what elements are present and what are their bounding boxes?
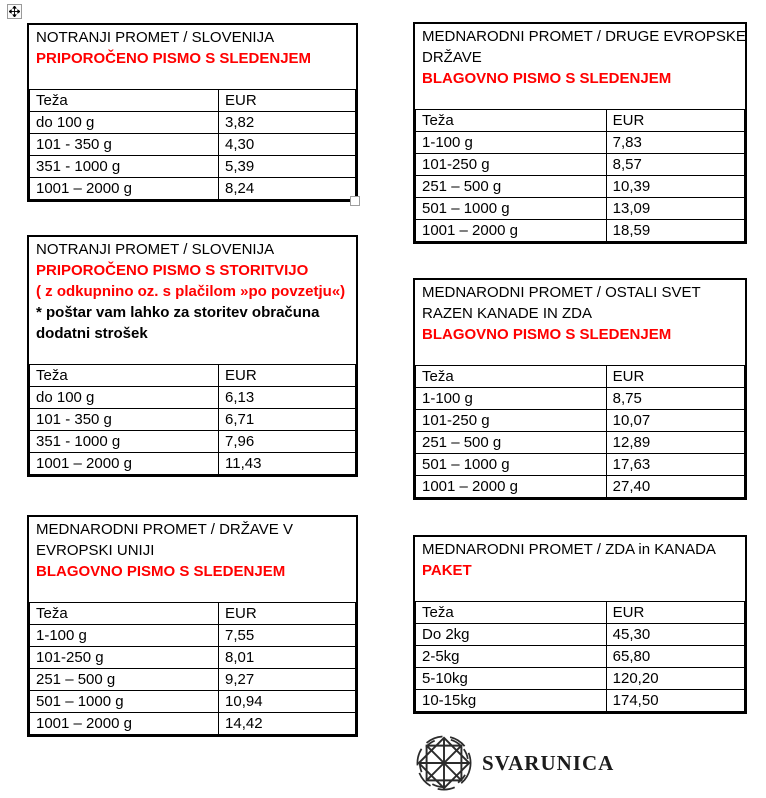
price-grid — [29, 364, 356, 475]
price-cell: 10,94 — [219, 691, 356, 713]
table-header-row — [30, 90, 356, 112]
price-cell: 120,20 — [606, 668, 744, 690]
weight-header-cell: Teža — [416, 110, 607, 132]
table-title — [29, 517, 356, 602]
price-cell: 27,40 — [606, 476, 744, 498]
weight-header-cell: Teža — [30, 365, 219, 387]
price-cell: 6,13 — [219, 387, 356, 409]
price-cell: 12,89 — [606, 432, 744, 454]
price-cell: 8,75 — [606, 388, 744, 410]
weight-cell: 10-15kg — [416, 690, 607, 712]
table-row — [30, 713, 356, 735]
price-cell: 9,27 — [219, 669, 356, 691]
table-row — [30, 453, 356, 475]
table-title — [29, 25, 356, 89]
table-subtitle-line: PRIPOROČENO PISMO S STORITVIJO — [36, 262, 309, 279]
price-table-ostali-svet — [413, 278, 747, 500]
table-row — [30, 669, 356, 691]
table-header-row — [416, 602, 745, 624]
weight-header-cell: Teža — [416, 366, 607, 388]
price-cell: 6,71 — [219, 409, 356, 431]
table-row — [416, 176, 745, 198]
weight-cell: 351 - 1000 g — [30, 431, 219, 453]
table-row — [416, 388, 745, 410]
price-grid — [415, 365, 745, 498]
weight-cell: 1-100 g — [30, 625, 219, 647]
table-row — [30, 178, 356, 200]
price-cell: 8,57 — [606, 154, 744, 176]
price-cell: 7,83 — [606, 132, 744, 154]
price-table-eu — [27, 515, 358, 737]
eur-header-cell: EUR — [606, 602, 744, 624]
table-title-line: NOTRANJI PROMET / SLOVENIJA — [36, 241, 275, 258]
table-row — [416, 154, 745, 176]
weight-cell: 1001 – 2000 g — [30, 713, 219, 735]
table-row — [30, 112, 356, 134]
table-title-line: MEDNARODNI PROMET / ZDA in KANADA — [422, 541, 716, 558]
price-table-notranji-storitev — [27, 235, 358, 477]
table-row — [30, 691, 356, 713]
price-cell: 174,50 — [606, 690, 744, 712]
price-grid — [415, 109, 745, 242]
weight-cell: Do 2kg — [416, 624, 607, 646]
weight-cell: 101 - 350 g — [30, 409, 219, 431]
weight-cell: 1-100 g — [416, 388, 607, 410]
price-cell: 7,55 — [219, 625, 356, 647]
weight-cell: 501 – 1000 g — [30, 691, 219, 713]
weight-cell: 501 – 1000 g — [416, 198, 607, 220]
weight-cell: 351 - 1000 g — [30, 156, 219, 178]
table-row — [416, 410, 745, 432]
table-row — [416, 220, 745, 242]
price-cell: 17,63 — [606, 454, 744, 476]
table-header-row — [30, 603, 356, 625]
weight-cell: 501 – 1000 g — [416, 454, 607, 476]
eur-header-cell: EUR — [219, 90, 356, 112]
table-row — [416, 668, 745, 690]
weight-cell: do 100 g — [30, 112, 219, 134]
price-cell: 10,07 — [606, 410, 744, 432]
table-title — [415, 24, 745, 109]
table-title — [415, 537, 745, 601]
price-cell: 65,80 — [606, 646, 744, 668]
weight-cell: 101 - 350 g — [30, 134, 219, 156]
price-table-notranji-sledenje — [27, 23, 358, 202]
price-cell: 13,09 — [606, 198, 744, 220]
price-cell: 18,59 — [606, 220, 744, 242]
weight-cell: 251 – 500 g — [416, 432, 607, 454]
table-title-line: DRŽAVE — [422, 49, 482, 66]
table-row — [30, 387, 356, 409]
table-subtitle-line: ( z odkupnino oz. s plačilom »po povzetju«) — [36, 283, 346, 300]
weight-header-cell: Teža — [30, 90, 219, 112]
table-row — [416, 624, 745, 646]
table-title-line: MEDNARODNI PROMET / DRŽAVE V — [36, 521, 293, 538]
table-title — [415, 280, 745, 365]
weight-cell: 2-5kg — [416, 646, 607, 668]
logo — [415, 734, 614, 792]
table-row — [416, 432, 745, 454]
price-grid — [29, 602, 356, 735]
table-title-line: NOTRANJI PROMET / SLOVENIJA — [36, 29, 275, 46]
price-cell: 14,42 — [219, 713, 356, 735]
weight-cell: 251 – 500 g — [416, 176, 607, 198]
weight-cell: 251 – 500 g — [30, 669, 219, 691]
table-subtitle-line: PAKET — [422, 562, 472, 579]
price-grid — [415, 601, 745, 712]
table-subtitle-line: PRIPOROČENO PISMO S SLEDENJEM — [36, 50, 312, 67]
weight-cell: 1001 – 2000 g — [416, 476, 607, 498]
table-row — [30, 647, 356, 669]
price-cell: 7,96 — [219, 431, 356, 453]
weight-header-cell: Teža — [416, 602, 607, 624]
table-subtitle-line: BLAGOVNO PISMO S SLEDENJEM — [36, 563, 286, 580]
weight-cell: 1001 – 2000 g — [30, 178, 219, 200]
price-cell: 3,82 — [219, 112, 356, 134]
weight-cell: 101-250 g — [416, 410, 607, 432]
price-cell: 5,39 — [219, 156, 356, 178]
price-cell: 45,30 — [606, 624, 744, 646]
table-header-row — [416, 366, 745, 388]
table-row — [416, 198, 745, 220]
table-row — [416, 476, 745, 498]
table-title — [29, 237, 356, 364]
table-move-handle[interactable] — [7, 4, 22, 19]
table-title-line: MEDNARODNI PROMET / OSTALI SVET — [422, 284, 701, 301]
eight-pointed-star-icon — [415, 734, 473, 792]
table-title-line: MEDNARODNI PROMET / DRUGE EVROPSKE — [422, 28, 746, 45]
weight-cell: 5-10kg — [416, 668, 607, 690]
table-title-line: RAZEN KANADE IN ZDA — [422, 305, 593, 322]
price-cell: 8,01 — [219, 647, 356, 669]
table-row — [416, 646, 745, 668]
table-row — [30, 156, 356, 178]
table-resize-handle[interactable] — [350, 196, 360, 206]
price-cell: 8,24 — [219, 178, 356, 200]
eur-header-cell: EUR — [219, 365, 356, 387]
table-title-line: * poštar vam lahko za storitev obračuna — [36, 304, 320, 321]
table-title-line: dodatni strošek — [36, 325, 148, 342]
eur-header-cell: EUR — [219, 603, 356, 625]
table-title-line: EVROPSKI UNIJI — [36, 542, 155, 559]
table-row — [30, 409, 356, 431]
table-row — [30, 134, 356, 156]
weight-cell: 1001 – 2000 g — [30, 453, 219, 475]
weight-cell: 101-250 g — [30, 647, 219, 669]
table-header-row — [416, 110, 745, 132]
price-cell: 4,30 — [219, 134, 356, 156]
table-row — [30, 431, 356, 453]
price-grid — [29, 89, 356, 200]
table-subtitle-line: BLAGOVNO PISMO S SLEDENJEM — [422, 326, 672, 343]
table-subtitle-line: BLAGOVNO PISMO S SLEDENJEM — [422, 70, 672, 87]
price-cell: 11,43 — [219, 453, 356, 475]
weight-cell: 101-250 g — [416, 154, 607, 176]
logo-text: SVARUNICA — [482, 750, 615, 775]
price-cell: 10,39 — [606, 176, 744, 198]
table-row — [30, 625, 356, 647]
price-table-zda-kanada-paket — [413, 535, 747, 714]
table-row — [416, 132, 745, 154]
eur-header-cell: EUR — [606, 110, 744, 132]
table-header-row — [30, 365, 356, 387]
weight-header-cell: Teža — [30, 603, 219, 625]
weight-cell: 1-100 g — [416, 132, 607, 154]
price-table-druge-evropske — [413, 22, 747, 244]
table-row — [416, 690, 745, 712]
weight-cell: do 100 g — [30, 387, 219, 409]
table-row — [416, 454, 745, 476]
eur-header-cell: EUR — [606, 366, 744, 388]
move-arrows-icon — [9, 6, 20, 17]
weight-cell: 1001 – 2000 g — [416, 220, 607, 242]
